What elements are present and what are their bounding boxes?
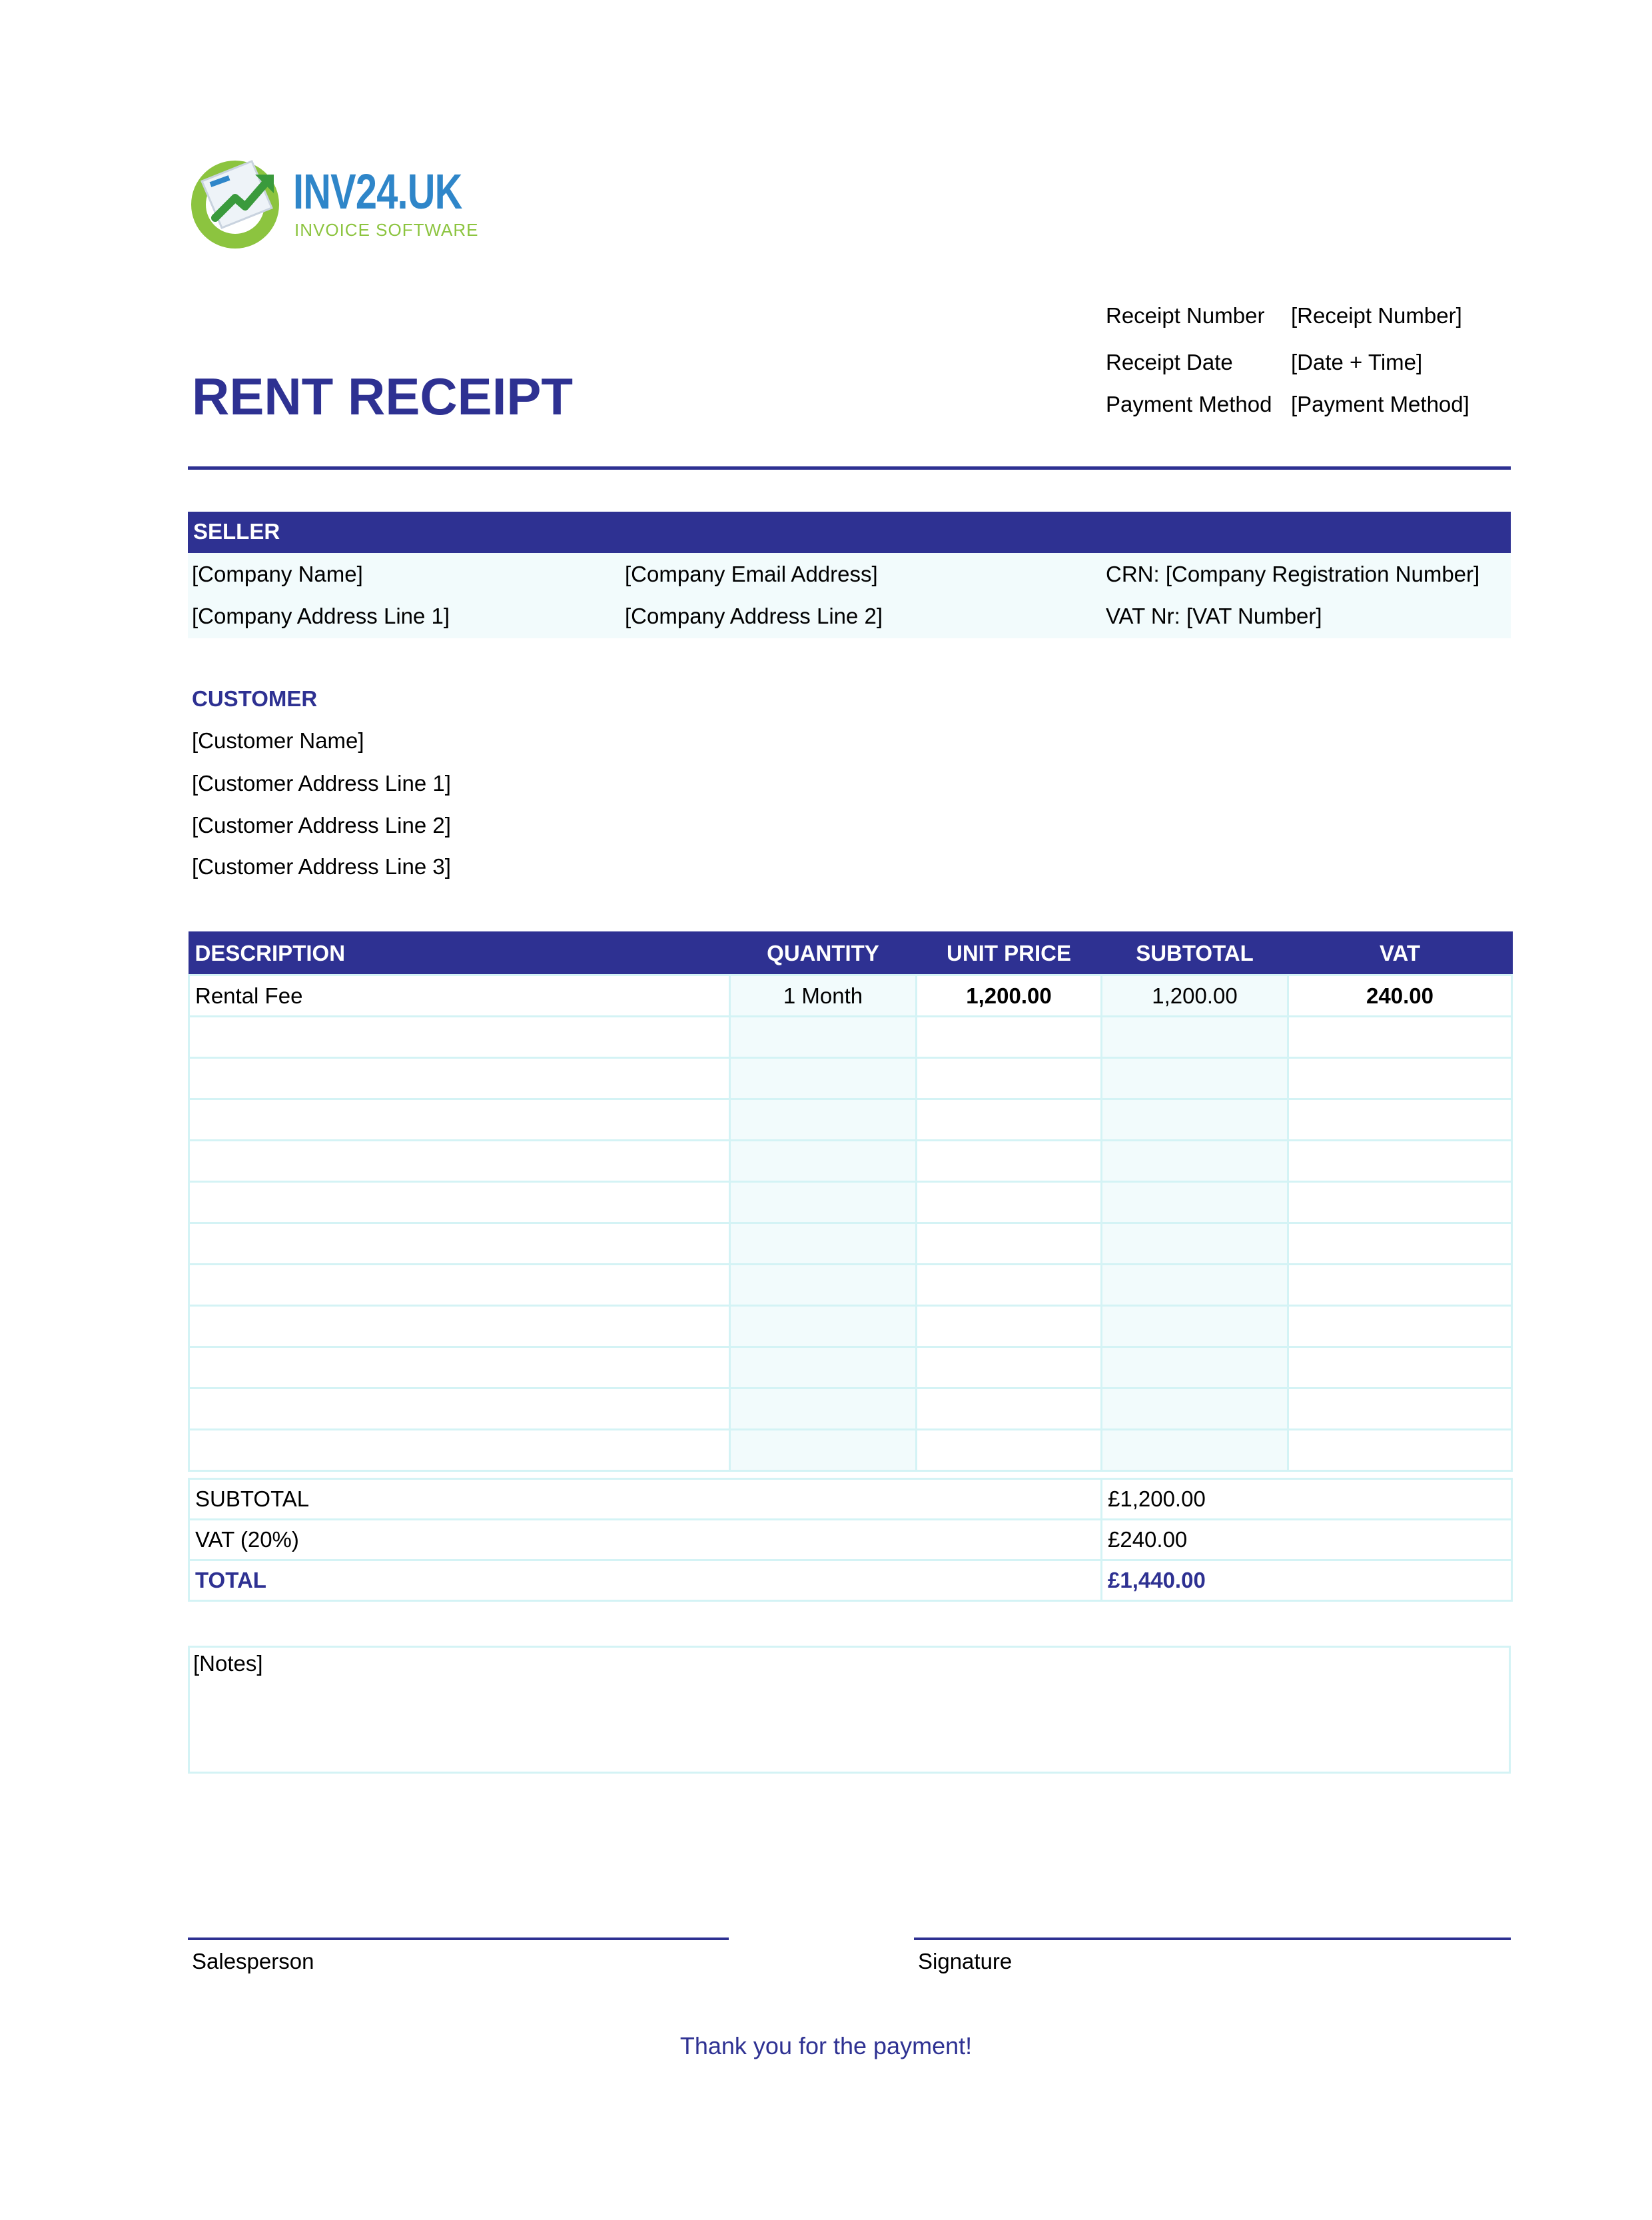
signature-line xyxy=(914,1938,1511,1940)
subtotal-label: SUBTOTAL xyxy=(189,1479,1102,1520)
items-header-row xyxy=(189,932,1512,975)
thank-you-message: Thank you for the payment! xyxy=(679,2032,973,2059)
col-header-subtotal: SUBTOTAL xyxy=(1102,932,1288,975)
items-table xyxy=(188,931,1511,1472)
table-row-empty xyxy=(189,1099,1512,1141)
seller-address-line-1: [Company Address Line 1] xyxy=(192,604,450,628)
vat-value: £240.00 xyxy=(1102,1520,1512,1560)
item-subtotal: 1,200.00 xyxy=(1102,975,1288,1017)
table-row-empty xyxy=(189,1223,1512,1265)
signature-label: Signature xyxy=(918,1949,1013,1973)
vat-row xyxy=(189,1520,1512,1560)
table-row-empty xyxy=(189,1265,1512,1306)
page-title: RENT RECEIPT xyxy=(192,367,574,426)
payment-method-label: Payment Method xyxy=(1106,392,1272,416)
item-vat: 240.00 xyxy=(1288,975,1512,1017)
logo-wordmark: INV24.UK xyxy=(293,164,462,219)
logo-chart-icon xyxy=(189,155,295,251)
seller-vat-number: VAT Nr: [VAT Number] xyxy=(1106,604,1322,628)
col-header-unit-price: UNIT PRICE xyxy=(917,932,1102,975)
customer-address-line-3: [Customer Address Line 3] xyxy=(192,854,451,879)
table-row-empty xyxy=(189,1306,1512,1347)
seller-header-bar xyxy=(188,512,1511,553)
logo-tagline: INVOICE SOFTWARE xyxy=(294,220,479,240)
col-header-description: DESCRIPTION xyxy=(189,932,730,975)
table-row-empty xyxy=(189,1141,1512,1182)
payment-method-value: [Payment Method] xyxy=(1291,392,1469,416)
vat-label: VAT (20%) xyxy=(189,1520,1102,1560)
table-row xyxy=(189,975,1512,1017)
total-row xyxy=(189,1560,1512,1601)
customer-heading: CUSTOMER xyxy=(192,686,318,711)
receipt-number-value: [Receipt Number] xyxy=(1291,303,1462,328)
total-value: £1,440.00 xyxy=(1102,1560,1512,1601)
company-logo xyxy=(189,155,295,251)
subtotal-value: £1,200.00 xyxy=(1102,1479,1512,1520)
receipt-number-label: Receipt Number xyxy=(1106,303,1265,328)
seller-crn: CRN: [Company Registration Number] xyxy=(1106,562,1480,586)
table-row-empty xyxy=(189,1430,1512,1471)
subtotal-row xyxy=(189,1479,1512,1520)
header-divider xyxy=(188,466,1511,470)
notes-text: [Notes] xyxy=(193,1651,263,1676)
customer-name: [Customer Name] xyxy=(192,728,364,753)
item-quantity: 1 Month xyxy=(730,975,917,1017)
table-row-empty xyxy=(189,1182,1512,1223)
seller-email: [Company Email Address] xyxy=(625,562,878,586)
item-description: Rental Fee xyxy=(189,975,730,1017)
customer-address-line-1: [Customer Address Line 1] xyxy=(192,771,451,796)
salesperson-signature-line xyxy=(188,1938,729,1940)
col-header-quantity: QUANTITY xyxy=(730,932,917,975)
receipt-date-label: Receipt Date xyxy=(1106,350,1233,374)
table-row-empty xyxy=(189,1347,1512,1388)
customer-address-line-2: [Customer Address Line 2] xyxy=(192,813,451,837)
col-header-vat: VAT xyxy=(1288,932,1512,975)
seller-heading: SELLER xyxy=(193,519,280,544)
total-label: TOTAL xyxy=(189,1560,1102,1601)
item-unit-price: 1,200.00 xyxy=(917,975,1102,1017)
seller-address-line-2: [Company Address Line 2] xyxy=(625,604,883,628)
table-row-empty xyxy=(189,1017,1512,1058)
seller-company-name: [Company Name] xyxy=(192,562,363,586)
table-row-empty xyxy=(189,1058,1512,1099)
receipt-date-value: [Date + Time] xyxy=(1291,350,1423,374)
totals-table xyxy=(188,1478,1513,1602)
table-row-empty xyxy=(189,1388,1512,1430)
notes-box xyxy=(188,1646,1511,1774)
salesperson-label: Salesperson xyxy=(192,1949,314,1973)
